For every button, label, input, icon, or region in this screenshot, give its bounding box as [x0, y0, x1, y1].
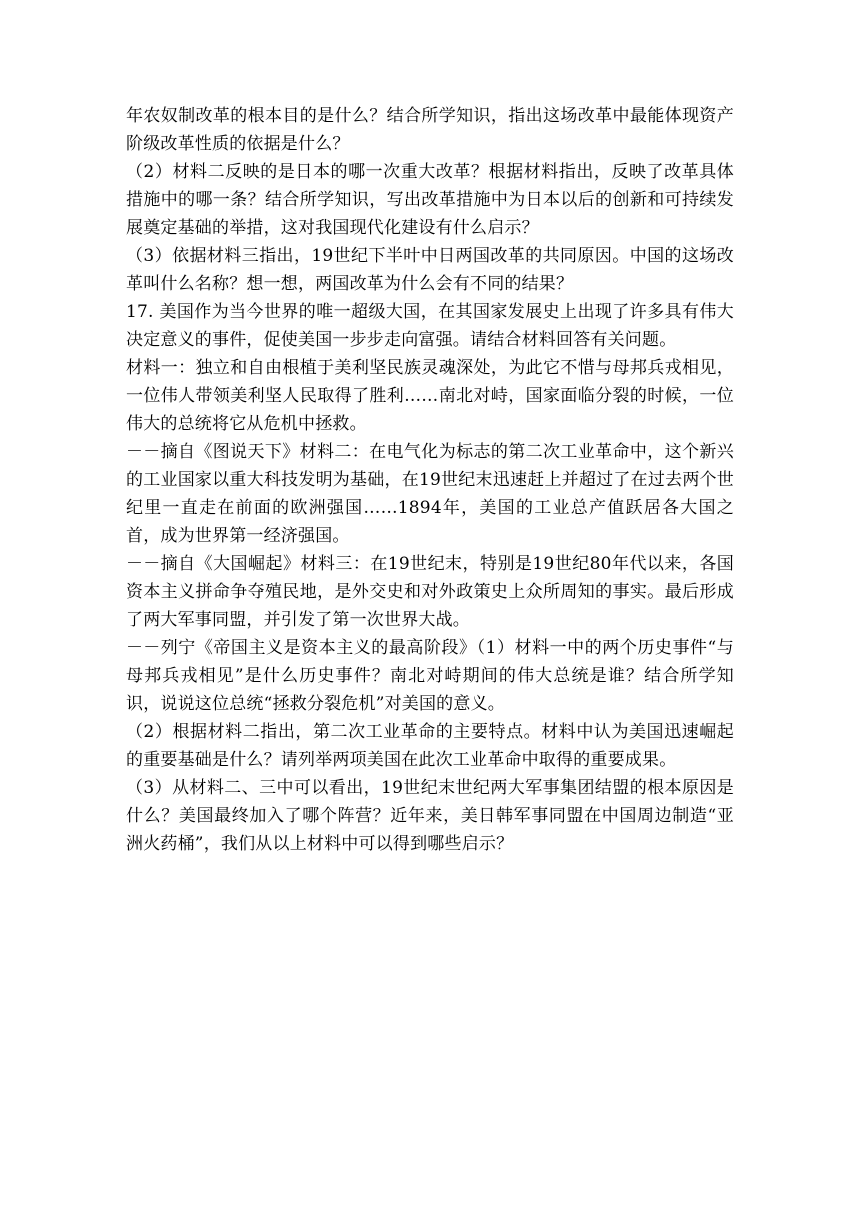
paragraph-q17-part3: （3）从材料二、三中可以看出，19世纪末世纪两大军事集团结盟的根本原因是什么？美国最终加入了哪个阵营？近年来，美日韩军事同盟在中国周边制造“亚洲火药桶”，我们从以上材料中可以得到哪些启示？ — [126, 778, 734, 854]
paragraph-q17-part2: （2）根据材料二指出，第二次工业革命的主要特点。材料中认为美国迅速崛起的重要基础是什么？请列举两项美国在此次工业革命中取得的重要成果。 — [126, 722, 734, 770]
paragraph-q16-intro-continued: 年农奴制改革的根本目的是什么？结合所学知识，指出这场改革中最能体现资产阶级改革性质的依据是什么？ — [126, 106, 734, 154]
document-body — [126, 102, 734, 858]
paragraph-q17-material1: 材料一：独立和自由根植于美利坚民族灵魂深处，为此它不惜与母邦兵戎相见，一位伟人带领美利坚人民取得了胜利……南北对峙，国家面临分裂的时候，一位伟大的总统将它从危机中拯救。 — [126, 358, 734, 434]
paragraph-q17-part1: －－列宁《帝国主义是资本主义的最高阶段》（1）材料一中的两个历史事件“与母邦兵戎相见”是什么历史事件？南北对峙期间的伟大总统是谁？结合所学知识，说说这位总统“拯救分裂危机”对美国的意义。 — [126, 638, 734, 714]
paragraph-q16-part3: （3）依据材料三指出，19世纪下半叶中日两国改革的共同原因。中国的这场改革叫什么名称？想一想，两国改革为什么会有不同的结果？ — [126, 246, 734, 294]
paragraph-q17-material2: －－摘自《图说天下》材料二：在电气化为标志的第二次工业革命中，这个新兴的工业国家以重大科技发明为基础，在19世纪末迅速赶上并超过了在过去两个世纪里一直走在前面的欧洲强国……1894年，美国的工业总产值跃居各大国之首，成为世界第一经济强国。 — [126, 442, 734, 546]
paragraph-q17-material3: －－摘自《大国崛起》材料三：在19世纪末，特别是19世纪80年代以来，各国资本主义拼命争夺殖民地，是外交史和对外政策史上众所周知的事实。最后形成了两大军事同盟，并引发了第一次世界大战。 — [126, 554, 734, 630]
paragraph-q17-intro: 17. 美国作为当今世界的唯一超级大国，在其国家发展史上出现了许多具有伟大决定意义的事件，促使美国一步步走向富强。请结合材料回答有关问题。 — [126, 302, 734, 350]
paragraph-q16-part2: （2）材料二反映的是日本的哪一次重大改革？根据材料指出，反映了改革具体措施中的哪一条？结合所学知识，写出改革措施中为日本以后的创新和可持续发展奠定基础的举措，这对我国现代化建设有什么启示？ — [126, 162, 734, 238]
